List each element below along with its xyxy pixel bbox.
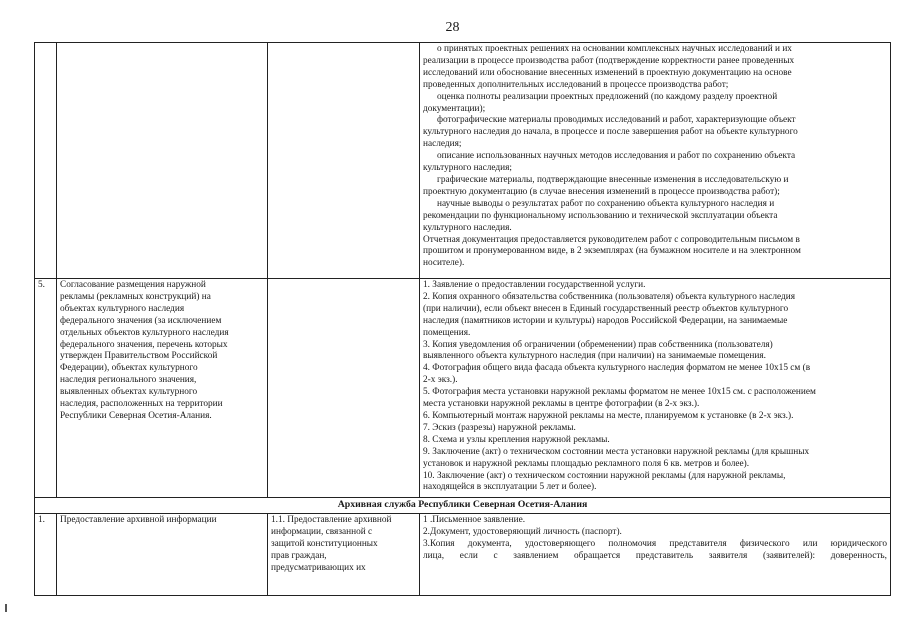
- document-line: установок и наружной рекламы площадью рекламного поля 6 кв. метров и более).: [423, 458, 750, 469]
- document-line: места установки наружной рекламы в центре фотографии (в 2-х экз.).: [423, 399, 700, 410]
- services-table: [34, 42, 891, 596]
- document-line: 10. Заключение (акт) о техническом состоянии наружной рекламы (для наружной рекламы,: [423, 470, 786, 481]
- service-name: Предоставление архивной информации: [60, 515, 217, 525]
- document-line: выявленного объекта культурного наследия (при наличии) на занимаемые помещения.: [423, 351, 766, 362]
- document-line: находящейся в эксплуатации 5 лет и более).: [423, 482, 597, 493]
- text-line: графические материалы, подтверждающие внесенные изменения в исследовательскую и: [437, 174, 789, 185]
- document-line: 1 .Письменное заявление.: [423, 515, 526, 525]
- table-row-continuation: [35, 43, 891, 279]
- page-number: 28: [445, 20, 460, 35]
- documents-list: [423, 280, 887, 494]
- text-line: проектную документацию (в случае внесения изменений в процессе производства работ);: [423, 186, 780, 197]
- text-line: документации);: [423, 103, 486, 114]
- subservice-cell: [268, 279, 420, 498]
- service-cell: [57, 514, 268, 596]
- service-line: Согласование размещения наружной: [60, 280, 206, 290]
- subservice-cell: [268, 43, 420, 279]
- margin-mark: [5, 604, 7, 612]
- continuation-text: [423, 44, 887, 270]
- service-cell: [57, 279, 268, 498]
- document-line: 7. Эскиз (разрезы) наружной рекламы.: [423, 422, 576, 433]
- text-line: исследований или обоснование внесенных изменений в проектную документацию на основе: [423, 67, 792, 78]
- service-cell: [57, 43, 268, 279]
- service-line: отдельных объектов культурного наследия: [60, 327, 229, 338]
- subservice-line: защитой конституционных: [271, 538, 378, 549]
- document-line: 3.Копия документа, удостоверяющего полномочия представителя физического или юридического: [423, 538, 887, 549]
- service-line: выявленных объектах культурного: [60, 387, 198, 398]
- text-line: наследия;: [423, 139, 462, 150]
- document-line: 6. Компьютерный монтаж наружной рекламы на месте, планируемом к установке (в 2-х экз.).: [423, 410, 794, 421]
- row-number: 5.: [35, 279, 57, 498]
- documents-cell: [420, 514, 891, 596]
- table-row-5: [35, 279, 891, 498]
- document-line: 8. Схема и узлы крепления наружной рекламы.: [423, 434, 610, 445]
- text-line: описание использованных научных методов исследования и работ по сохранению объекта: [437, 151, 796, 162]
- section-header-row: [35, 498, 891, 514]
- text-line: реализации в процессе производства работ (подтверждение корректности ранее проведенных: [423, 55, 795, 66]
- documents-cell: [420, 43, 891, 279]
- document-line: (при наличии), если объект внесен в Единый государственный реестр объектов культурного: [423, 303, 789, 314]
- service-line: федерального значения (за исключением: [60, 315, 222, 326]
- text-line: рекомендации по функциональному использованию и технической эксплуатации объекта: [423, 210, 778, 221]
- text-line: оценка полноты реализации проектных предложений (по каждому разделу проектной: [437, 91, 778, 102]
- text-line: фотографические материалы проводимых исследований и работ, характеризующие объект: [437, 115, 796, 126]
- document-line: 2.Документ, удостоверяющий личность (паспорт).: [423, 526, 622, 537]
- text-line: проведенных дополнительных исследований в процессе производства работ;: [423, 79, 729, 90]
- document-line: 3. Копия уведомления об ограничении (обременении) прав собственника (пользователя): [423, 339, 773, 350]
- text-line: культурного наследия.: [423, 222, 512, 233]
- subservice-cell: [268, 514, 420, 596]
- document-line: 2-х экз.).: [423, 375, 458, 386]
- service-line: рекламы (рекламных конструкций) на: [60, 291, 211, 302]
- documents-list: [423, 515, 887, 563]
- row-number: 1.: [35, 514, 57, 596]
- service-line: наследия, расположенных на территории: [60, 399, 223, 410]
- service-line: утвержден Правительством Российской: [60, 351, 218, 362]
- document-line: 1. Заявление о предоставлении государственной услуги.: [423, 280, 646, 290]
- text-line: культурного наследия до начала, в процессе и после завершения работ на объекте культурного: [423, 127, 798, 138]
- text-line: носителе).: [423, 258, 465, 269]
- service-line: федерального значения, перечень которых: [60, 339, 228, 350]
- subservice-name: [271, 515, 416, 575]
- section-header: Архивная служба Республики Северная Осетия-Алания: [35, 498, 891, 514]
- subservice-line: информации, связанной с: [271, 526, 373, 537]
- service-line: Федерации), объектах культурного: [60, 363, 198, 374]
- document-line: 4. Фотография общего вида фасада объекта культурного наследия форматом не менее 10х15 см (в: [423, 363, 811, 374]
- service-name: [60, 280, 264, 423]
- service-line: наследия регионального значения,: [60, 375, 197, 386]
- documents-cell: [420, 279, 891, 498]
- text-line: Отчетная документация предоставляется руководителем работ с сопроводительным письмом в: [423, 234, 800, 245]
- subservice-line: 1.1. Предоставление архивной: [271, 515, 392, 525]
- text-line: прошитом и пронумерованном виде, в 2 экземплярах (на бумажном носителе и на электронном: [423, 246, 801, 257]
- document-line: 2. Копия охранного обязательства собственника (пользователя) объекта культурного наследия: [423, 291, 796, 302]
- table-row-1: [35, 514, 891, 596]
- text-line: научные выводы о результатах работ по сохранению объекта культурного наследия и: [437, 198, 775, 209]
- document-line: наследия (памятников истории и культуры) народов Российской Федерации, на занимаемые: [423, 315, 788, 326]
- subservice-line: предусматривающих их: [271, 562, 366, 573]
- document-line: лица, если с заявлением обращается представитель заявителя (заявителей): доверенность,: [423, 550, 887, 561]
- text-line: о принятых проектных решениях на основании комплексных научных исследований и их: [437, 44, 792, 54]
- document-line: 9. Заключение (акт) о техническом состоянии места установки наружной рекламы (для крышных: [423, 446, 810, 457]
- subservice-line: прав граждан,: [271, 550, 327, 561]
- service-line: объектах культурного наследия: [60, 303, 185, 314]
- document-line: 5. Фотография места установки наружной рекламы форматом не менее 10х15 см. с расположением: [423, 387, 816, 398]
- text-line: культурного наследия;: [423, 163, 513, 174]
- number-cell: [35, 43, 57, 279]
- document-line: помещения.: [423, 327, 471, 338]
- service-line: Республики Северная Осетия-Алания.: [60, 410, 212, 421]
